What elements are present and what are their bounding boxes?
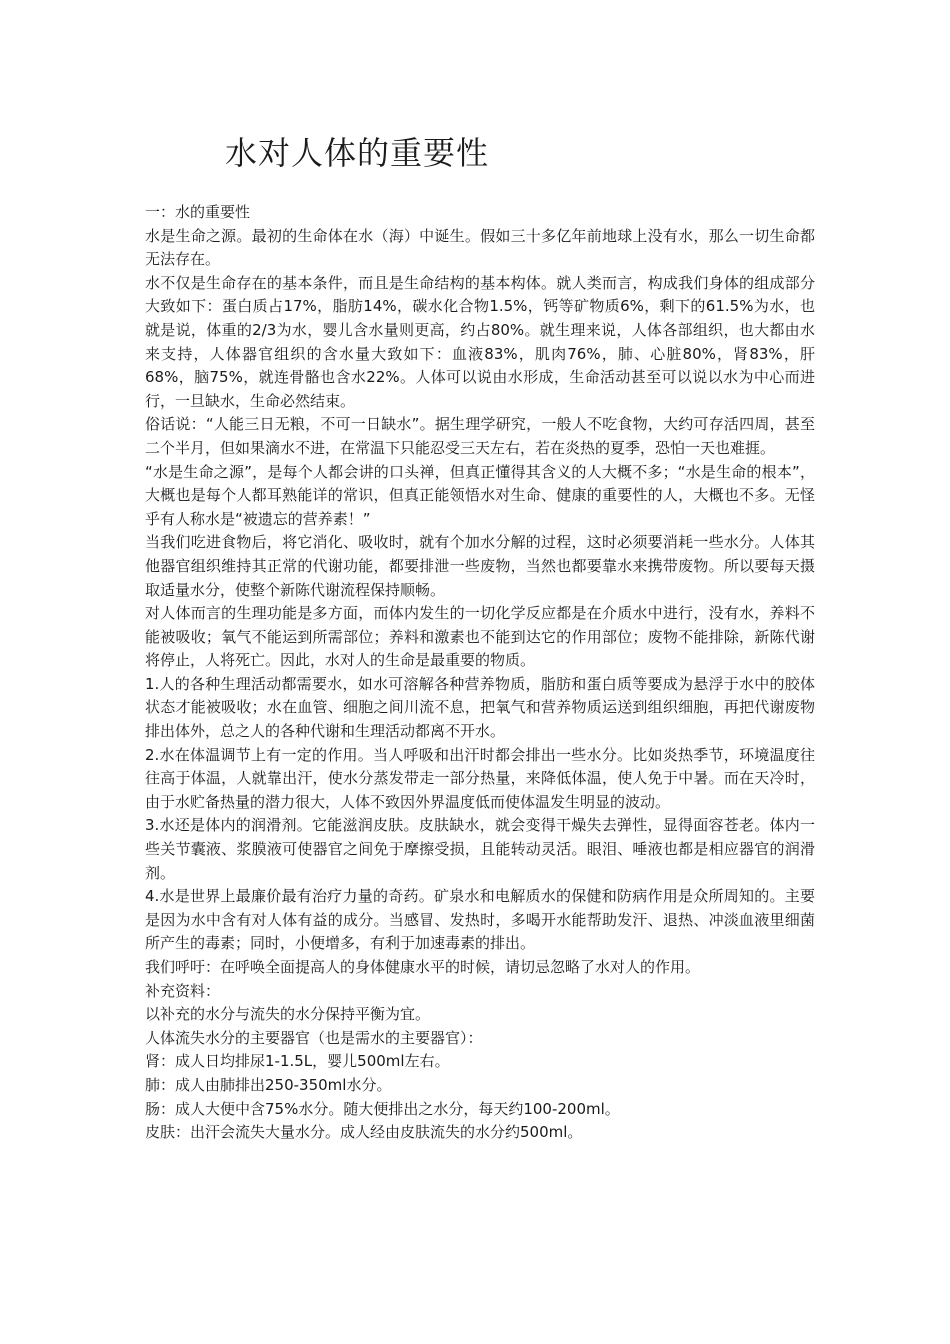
paragraph: 水是生命之源。最初的生命体在水（海）中诞生。假如三十多亿年前地球上没有水，那么一切生命都无法存在。 — [145, 226, 815, 269]
paragraph: 当我们吃进食物后，将它消化、吸收时，就有个加水分解的过程，这时必须要消耗一些水分。人体其他器官组织维持其正常的代谢功能，都要排泄一些废物，当然也都要靠水来携带废物。所以要每天摄取适量水分，使整个新陈代谢流程保持顺畅。 — [145, 533, 815, 599]
numbered-paragraph: 2.水在体温调节上有一定的作用。当人呼吸和出汗时都会排出一些水分。比如炎热季节，环境温度往往高于体温，人就靠出汗，使水分蒸发带走一部分热量，来降低体温，使人免于中暑。而在天冷时，由于水贮备热量的潜力很大，人体不致因外界温度低而使体温发生明显的波动。 — [145, 745, 815, 811]
organ-lung-line: 肺：成人由肺排出250-350ml水分。 — [145, 1075, 392, 1094]
organ-skin-line: 皮肤：出汗会流失大量水分。成人经由皮肤流失的水分约500ml。 — [145, 1123, 583, 1142]
supplement-heading: 补充资料： — [145, 981, 221, 1000]
paragraph: 以补充的水分与流失的水分保持平衡为宜。 — [145, 1005, 431, 1024]
organ-kidney-line: 肾：成人日均排尿1-1.5L，婴儿500ml左右。 — [145, 1052, 450, 1071]
paragraph: 人体流失水分的主要器官（也是需水的主要器官）： — [145, 1028, 483, 1047]
numbered-paragraph: 1.人的各种生理活动都需要水，如水可溶解各种营养物质，脂肪和蛋白质等要成为悬浮于水中的胶体状态才能被吸收；水在血管、细胞之间川流不息，把氧气和营养物质运送到组织细胞，再把代谢废物排出体外，总之人的各种代谢和生理活动都离不开水。 — [145, 674, 815, 741]
paragraph: 我们呼吁：在呼唤全面提高人的身体健康水平的时候，请切忌忽略了水对人的作用。 — [145, 958, 701, 976]
paragraph: “水是生命之源”，是每个人都会讲的口头禅，但真正懂得其含义的人大概不多；“水是生命的根本”，大概也是每个人都耳熟能详的常识，但真正能领悟水对生命、健康的重要性的人，大概也不多。无怪乎有人称水是“被遗忘的营养素！” — [145, 462, 815, 528]
paragraph: 水不仅是生命存在的基本条件，而且是生命结构的基本构体。就人类而言，构成我们身体的组成部分大致如下：蛋白质占17%，脂肪14%，碳水化合物1.5%，钙等矿物质6%，剩下的61.5%为水，也就是说，体重的2/3为水，婴儿含水量则更高，约占80%。就生理来说，人体各部组织，也大都由水来支持，人体器官组织的含水量大致如下：血液83%，肌肉76%，肺、心脏80%，肾83%，肝68%，脑75%，就连骨骼也含水22%。人体可以说由水形成，生命活动甚至可以说以水为中心而进行，一旦缺水，生命必然结束。 — [145, 273, 815, 410]
document-body — [145, 201, 815, 1145]
paragraph: 俗话说：“人能三日无粮，不可一日缺水”。据生理学研究，一般人不吃食物，大约可存活四周，甚至二个半月，但如果滴水不进，在常温下只能忍受三天左右，若在炎热的夏季，恐怕一天也难捱。 — [145, 415, 815, 457]
document-title: 水对人体的重要性 — [225, 134, 490, 172]
paragraph: 对人体而言的生理功能是多方面，而体内发生的一切化学反应都是在介质水中进行，没有水，养料不能被吸收；氧气不能运到所需部位；养料和激素也不能到达它的作用部位；废物不能排除，新陈代谢将停止，人将死亡。因此，水对人的生命是最重要的物质。 — [145, 604, 815, 670]
numbered-paragraph: 3.水还是体内的润滑剂。它能滋润皮肤。皮肤缺水，就会变得干燥失去弹性，显得面容苍老。体内一些关节囊液、浆膜液可使器官之间免于摩擦受损，且能转动灵活。眼泪、唾液也都是相应器官的润滑剂。 — [145, 816, 815, 882]
section-heading: 一：水的重要性 — [145, 203, 251, 221]
organ-intestine-line: 肠：成人大便中含75%水分。随大便排出之水分，每天约100-200ml。 — [145, 1099, 620, 1118]
numbered-paragraph: 4.水是世界上最廉价最有治疗力量的奇药。矿泉水和电解质水的保健和防病作用是众所周知的。主要是因为水中含有对人体有益的成分。当感冒、发热时，多喝开水能帮助发汗、退热、冲淡血液里细菌所产生的毒素；同时，小便增多，有利于加速毒素的排出。 — [145, 887, 815, 953]
